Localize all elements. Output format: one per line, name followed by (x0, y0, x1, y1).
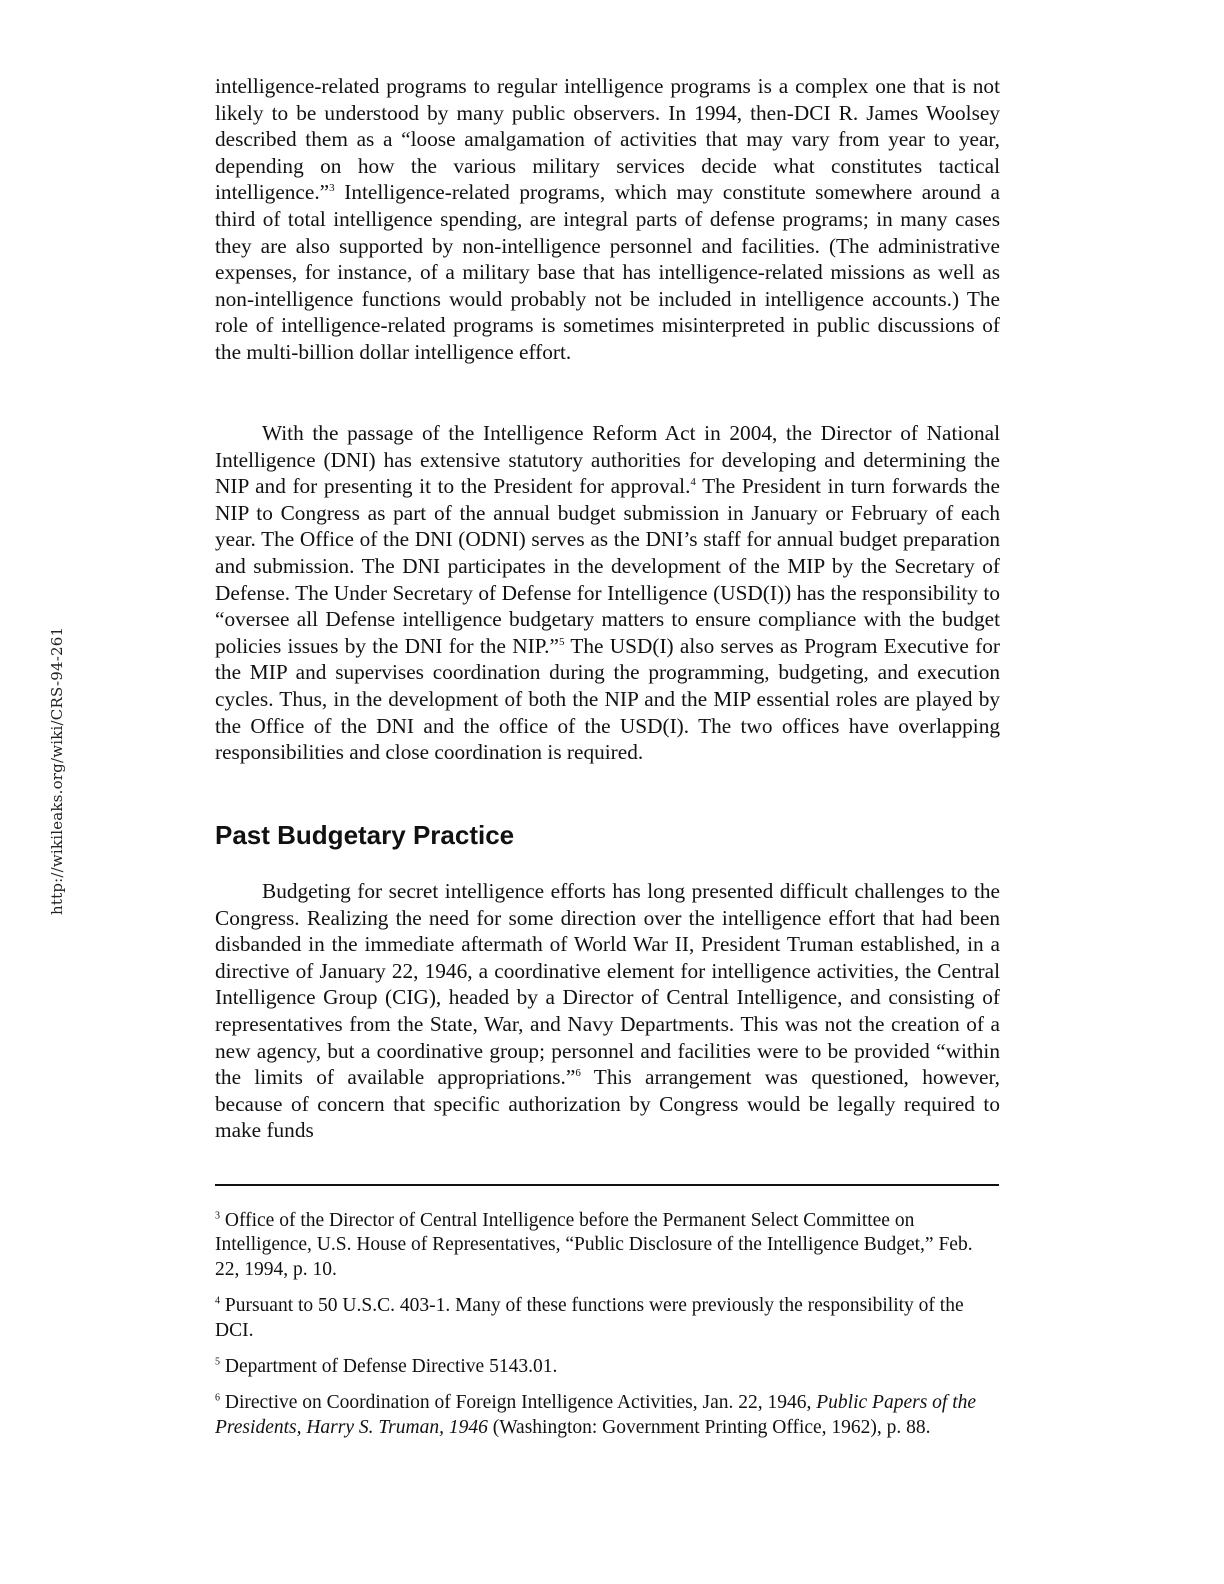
paragraph-text: intelligence-related programs to regular intelligence programs is a complex one that is not likely to be understood by many public observers. In 1994, then-DCI R. James Woolsey described them as a “loose amalgamation of activities that may vary from year to year, depending on how the various military services decide what constitutes tactical intelligence.” (215, 74, 1000, 205)
footnotes-section (215, 1209, 1000, 1452)
footnote-3 (215, 1209, 1000, 1282)
footnote-ref-5[interactable]: 5 (558, 635, 565, 648)
footnote-text: Pursuant to 50 U.S.C. 403-1. Many of these functions were previously the responsibility of the DCI. (215, 1295, 964, 1341)
paragraph-text: With the passage of the Intelligence Reform Act in 2004, the Director of National Intelligence (DNI) has extensive statutory authorities for developing and determining the NIP and for presenting it to the President for approval. (215, 421, 1000, 499)
footnote-ref-6[interactable]: 6 (575, 1067, 581, 1080)
footnote-number: 6 (215, 1392, 220, 1404)
paragraph-intelligence-reform-act (215, 420, 1000, 766)
paragraph-text: The President in turn forwards the NIP to Congress as part of the annual budget submission in January or February of each year. The Office of the DNI (ODNI) serves as the DNI’s staff for annual budget preparation and submission. The DNI participates in the development of the MIP by the Secretary of Defense. The Under Secretary of Defense for Intelligence (USD(I)) has the responsibility to “oversee all Defense intelligence budgetary matters to ensure compliance with the budget policies issues by the DNI for the NIP.” (215, 474, 1000, 658)
paragraph-text: Intelligence-related programs, which may constitute somewhere around a third of total intelligence spending, are integral parts of defense programs; in many cases they are also supported by non-intelligence personnel and facilities. (The administrative expenses, for instance, of a military base that has intelligence-related missions as well as non-intelligence functions would probably not be included in intelligence accounts.) The role of intelligence-related programs is sometimes misinterpreted in public discussions of the multi-billion dollar intelligence effort. (215, 180, 1000, 364)
footnote-number: 5 (215, 1356, 220, 1368)
paragraph-text: This arrangement was questioned, however, because of concern that specific authorization by Congress would be legally required to make funds (215, 1065, 1001, 1143)
paragraph-text: The USD(I) also serves as Program Executive for the MIP and supervises coordination during the programming, budgeting, and execution cycles. Thus, in the development of both the NIP and the MIP essential roles are played by the Office of the DNI and the office of the USD(I). The two offices have overlapping responsibilities and close coordination is required. (215, 633, 1000, 765)
footnote-text: Office of the Director of Central Intelligence before the Permanent Select Committee on Intelligence, U.S. House of Representatives, “Public Disclosure of the Intelligence Budget,” Feb. 22, 1994, p. 10. (215, 1210, 973, 1280)
footnote-number: 4 (215, 1295, 220, 1307)
footnote-number: 3 (215, 1210, 220, 1222)
footnote-text: Department of Defense Directive 5143.01. (224, 1356, 558, 1378)
section-heading: Past Budgetary Practice (215, 820, 515, 850)
side-url-watermark: http://wikileaks.org/wiki/CRS-94-261 (48, 626, 66, 915)
footnote-5 (215, 1355, 1000, 1379)
footnote-4 (215, 1294, 1000, 1343)
footnote-divider (215, 1184, 999, 1186)
footnote-ref-4[interactable]: 4 (690, 476, 696, 489)
footnote-ref-3[interactable]: 3 (329, 182, 335, 195)
paragraph-intelligence-related-programs (215, 73, 1000, 366)
paragraph-text: Budgeting for secret intelligence efforts has long presented difficult challenges to the Congress. Realizing the need for some direction over the intelligence effort that had been disbanded in the immediate aftermath of World War II, President Truman established, in a directive of January 22, 1946, a coordinative element for intelligence activities, the Central Intelligence Group (CIG), headed by a Director of Central Intelligence, and consisting of representatives from the State, War, and Navy Departments. This was not the creation of a new agency, but a coordinative group; personnel and facilities were to be provided “within the limits of available appropriations.” (215, 879, 1000, 1090)
paragraph-budgeting-secret-intelligence (215, 878, 1000, 1144)
footnote-text: (Washington: Government Printing Office, 1962), p. 88. (487, 1416, 931, 1438)
citation-title: Public Papers of the Presidents, Harry S. Truman, 1946 (215, 1392, 977, 1438)
footnote-text: Directive on Coordination of Foreign Intelligence Activities, Jan. 22, 1946, (224, 1392, 817, 1414)
footnote-6 (215, 1391, 1000, 1440)
